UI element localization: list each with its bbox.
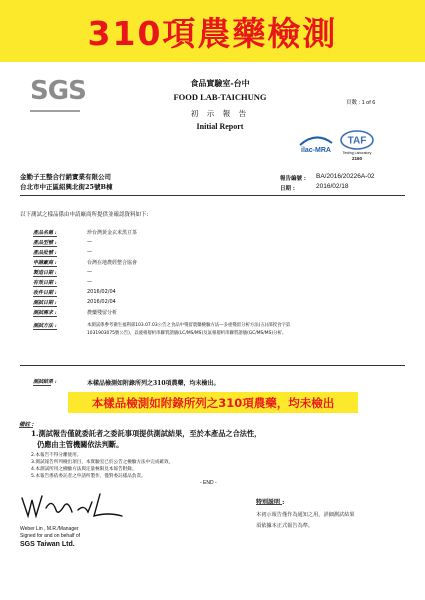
declaration-title: 特別説明 : <box>256 499 285 506</box>
note-5: 5.本報告係依委託者之申請所製作，僅對委託樣品負責。 <box>31 474 146 479</box>
ilac-text: ilac-MRA <box>301 147 331 154</box>
report-type-cn: 初 示 報 告 <box>190 109 250 118</box>
field-value: 台灣在地農經整合協會 <box>87 260 138 266</box>
field-label-underline <box>33 296 57 297</box>
taf-caption: Testing Laboratory <box>342 151 372 155</box>
result-highlight-text: 本樣品檢測如附錄所列之310項農藥，均未檢出 <box>91 395 335 410</box>
field-label: 產品名稱 : <box>33 230 57 236</box>
page-number: 頁數 : 1 of 6 <box>346 100 376 106</box>
note-1-line: 仍應由主管機關依法判斷。 <box>37 440 124 449</box>
field-value: — <box>87 249 92 255</box>
field-value: — <box>87 239 92 245</box>
field-value: 農藥殘留分析 <box>87 310 118 316</box>
lab-name-cn: 食品實驗室-台中 <box>190 78 250 88</box>
field-value: 珍台灣黃金玄米黑豆茶 <box>87 230 138 236</box>
field-label: 有效日期 : <box>33 280 57 286</box>
field-label-underline <box>33 306 57 307</box>
test-method-text <box>87 322 407 338</box>
logo-underline <box>30 110 80 112</box>
field-label-underline <box>33 236 57 237</box>
lab-name-en: FOOD LAB-TAICHUNG <box>173 92 267 102</box>
field-label-underline <box>33 256 57 257</box>
field-value: — <box>87 279 92 285</box>
end-mark: - END - <box>200 480 217 486</box>
taf-text: TAF <box>347 135 367 147</box>
banner-title: 310項農藥檢測 <box>87 13 338 53</box>
result-text: 本樣品檢測如附錄所列之310項農藥，均未檢出。 <box>87 380 220 387</box>
field-label: 測試需求 : <box>33 310 57 316</box>
sample-intro: 以下測試之樣品係由申請廠商所提供並確認資料如下: <box>20 212 149 218</box>
title-banner <box>0 0 425 62</box>
test-method-line: 1031903075號公告)，以液相層析串聯質譜儀(LC/MS/MS)及氣相層析串聯質譜儀(GC/MS/MS)分析。 <box>87 331 287 336</box>
field-label-underline <box>33 246 57 247</box>
field-label: 測試方法 : <box>33 323 57 329</box>
notes-label: 備註 : <box>19 422 34 428</box>
field-value: 2016/02/04 <box>87 289 116 295</box>
field-label-underline <box>33 286 57 287</box>
client-name: 金勤子王整合行銷實業有限公司 <box>20 173 111 181</box>
field-label: 產品型號 : <box>33 240 57 246</box>
field-label-underline <box>33 276 57 277</box>
declaration-line: 本初示報告僅作為通知之用，詳細測試結果 <box>256 512 355 518</box>
taf-logo <box>340 130 374 150</box>
field-label: 產品批號 : <box>33 250 57 256</box>
report-date-value: 2016/02/18 <box>316 183 349 190</box>
client-address: 台北市中正區紹興北街25號B棟 <box>20 183 113 191</box>
result-label-underline <box>33 385 51 386</box>
field-label: 申請廠商 : <box>33 260 57 266</box>
note-3: 3.測試報告所列檢出項目，本實驗室已於公告之檢驗方法中完成確效。 <box>31 460 174 465</box>
signatory-note: Signed for and on behalf of <box>20 533 81 539</box>
signatory-company: SGS Taiwan Ltd. <box>20 541 75 548</box>
declaration-title-underline <box>256 504 282 505</box>
sgs-logo: SGS <box>30 76 86 106</box>
signatory-name: Weber Lin , M.R./Manager <box>20 526 79 532</box>
field-label-underline <box>33 316 57 317</box>
client-block <box>20 172 113 192</box>
field-label: 製造日期 : <box>33 270 57 276</box>
taf-number: 2160 <box>351 156 362 161</box>
signature-image <box>18 490 128 524</box>
declaration-line: 須依據本正式報告為準。 <box>256 523 314 529</box>
report-type-en: Initial Report <box>196 122 244 131</box>
declaration-text <box>256 510 416 532</box>
field-value: — <box>87 269 92 275</box>
field-label-underline <box>33 329 57 330</box>
report-date-label: 日期 : <box>280 186 295 192</box>
note-4: 4.本測試所用之檢驗方法與定量極限見本報告附錄。 <box>31 467 137 472</box>
note-1 <box>31 428 401 450</box>
note-1-line: 1.測試報告僅就委託者之委託事項提供測試結果，至於本產品之合法性， <box>31 429 262 438</box>
divider <box>20 195 405 196</box>
field-value: 2016/02/04 <box>87 299 116 305</box>
note-2: 2.本報告不得分離使用。 <box>31 453 82 458</box>
test-method-line: 本測試係參考衛生福利部103.07.03公告之食品中殘留農藥檢驗方法—多重殘留分析方法(五)(部授食字第 <box>87 323 291 328</box>
report-number-value: BA/2016/20226A-02 <box>316 173 375 180</box>
report-number-label: 報告編號 : <box>280 176 306 182</box>
result-label: 測試結果 : <box>33 379 57 385</box>
ilac-mra-logo <box>298 133 334 155</box>
field-label-underline <box>33 266 57 267</box>
divider <box>20 365 405 366</box>
field-label: 收件日期 : <box>33 290 57 296</box>
result-highlight-banner <box>68 392 358 413</box>
field-label: 測試日期 : <box>33 300 57 306</box>
